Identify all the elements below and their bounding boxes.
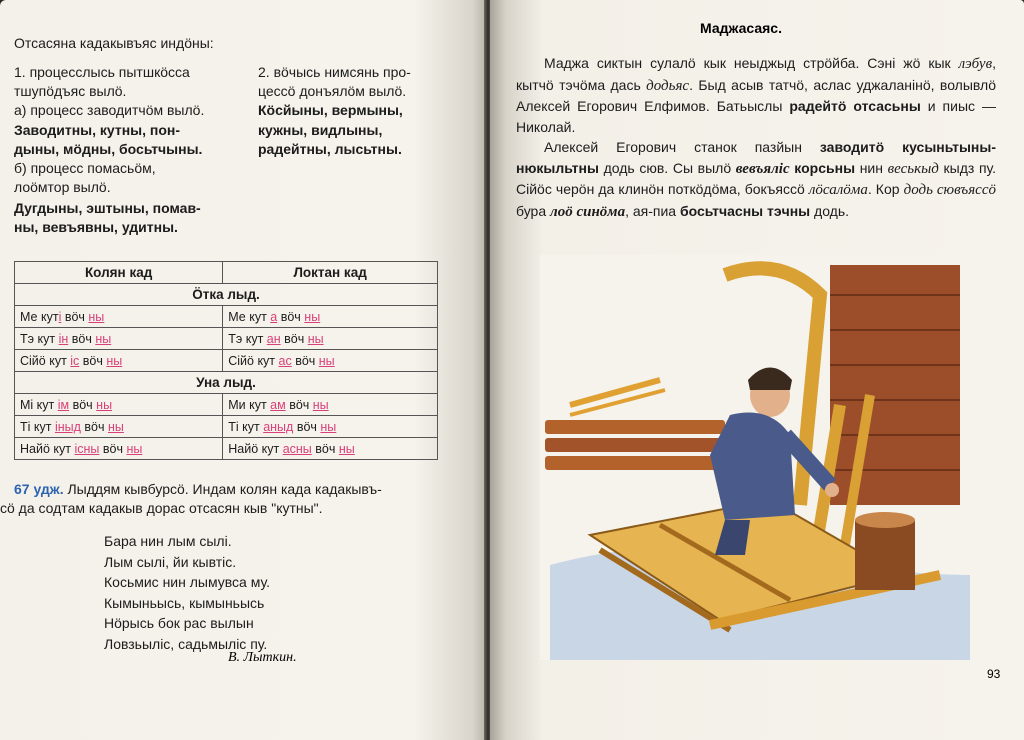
poem-author: В. Лыткин. — [228, 650, 297, 665]
exercise-line-1: 67 удж. Лыддям кывбурсö. Индам колян када кадакывъ- — [14, 481, 382, 497]
poem-line: Косьмис нин лымувса му. — [104, 574, 270, 590]
col1-line: лоöмтор вылö. — [14, 179, 111, 195]
table-row: Мі кут ім вöч ны Ми кут ам вöч ны — [15, 394, 438, 416]
story-paragraph: Маджа сиктын сулалö кык неыджыд стрöйба. Сэні жö кык лэбув, кытчö тэчöма дась додьяс. Быд асыв татчö, аслас уджаланінö, волывлö Алексей Егорович Елфимов. Батьыслы радейтö отсасьны и пиыс — Николай. — [516, 55, 996, 135]
col1-line: б) процесс помасьöм, — [14, 160, 156, 176]
page-number: 93 — [987, 667, 1001, 681]
table-row: Ме куті вöч ны Ме кут а вöч ны — [15, 306, 438, 328]
task-intro: Отсасяна кадакывъяс индöны: — [14, 35, 214, 51]
poem-line: Бара нин лым сылі. — [104, 533, 232, 549]
poem — [104, 531, 270, 654]
col1-line: ны, вевъявны, удитны. — [14, 219, 178, 235]
exercise-number: 67 удж. — [14, 481, 64, 497]
table-row: Сійö кут іс вöч ны Сійö кут ас вöч ны — [15, 350, 438, 372]
table-row: Тэ кут ін вöч ны Тэ кут ан вöч ны — [15, 328, 438, 350]
col2-line: цессö донъялöм вылö. — [258, 83, 407, 99]
poem-line: Кымыньысь, кымыньысь — [104, 594, 265, 611]
table-row: Найö кут існы вöч ны Найö кут асны вöч ны — [15, 438, 438, 460]
col1-line: а) процесс заводитчöм вылö. — [14, 102, 205, 118]
table-group-plural: Уна лыд. — [15, 372, 438, 394]
table-header-past: Колян кад — [15, 262, 223, 284]
table-row: Ті кут іныд вöч ны Ті кут аныд вöч ны — [15, 416, 438, 438]
table-header-future: Локтан кад — [223, 262, 438, 284]
col1-line: Дугдыны, эштыны, помав- — [14, 200, 201, 216]
story-title: Маджасаяс. — [700, 20, 782, 36]
col2-line: Кöсйыны, вермыны, — [258, 102, 403, 118]
conjugation-table — [14, 261, 438, 460]
sled-maker-illustration — [540, 255, 980, 660]
col2-line: радейтны, лысьтны. — [258, 141, 402, 157]
poem-line: Нöрысь бок рас вылын — [104, 615, 254, 631]
col1-line: Заводитны, кутны, пон- — [14, 122, 181, 138]
poem-line: Лым сылі, йи кывтіс. — [104, 553, 237, 570]
col1-line: дыны, мöдны, босьтчыны. — [14, 141, 203, 157]
col1-line: тшупöдъяс вылö. — [14, 83, 127, 99]
poem-line: Ловзьыліс, садьмыліс пу. — [104, 635, 268, 652]
story-paragraph: Алексей Егорович станок пазйын заводитö кусыньтыны-нюкыльтны додь сюв. Сы вылö вевъяліс корсьны нин веськыд кыдз пу. Сійöс черöн да клинöн поткöдöма, бокъяссö лöсалöма. Кор додь сювъяссö бура лоö синöма, ая-пиа босьтчасны тэчны додь. — [516, 139, 997, 220]
table-group-singular: Öтка лыд. — [15, 284, 438, 306]
col2-line: кужны, видлыны, — [258, 122, 383, 138]
col2-line: 2. вöчысь нимсянь про- — [258, 64, 411, 80]
exercise-line-2: сö да содтам кадакыв дорас отсасян кыв "кутны". — [0, 500, 323, 516]
story-text — [516, 53, 996, 222]
col1-line: 1. процесслысь пытшкöсса — [14, 64, 190, 80]
left-page — [0, 0, 487, 740]
